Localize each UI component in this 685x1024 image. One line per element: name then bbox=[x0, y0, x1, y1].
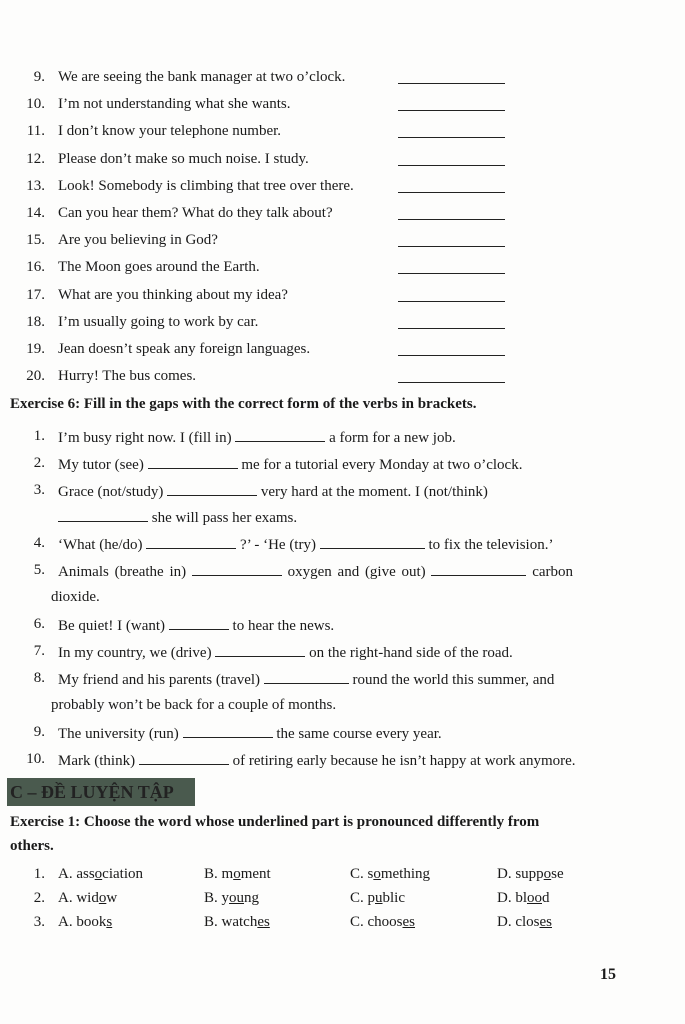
item-text: I’m usually going to work by car. bbox=[58, 313, 259, 330]
exercise-1-heading-cont: others. bbox=[10, 838, 54, 854]
item-text bbox=[58, 750, 576, 770]
item-text bbox=[58, 642, 513, 662]
answer-blank[interactable] bbox=[398, 95, 505, 111]
answer-gap[interactable] bbox=[183, 723, 273, 738]
question-number: 1. bbox=[33, 866, 45, 882]
item-number: 11. bbox=[26, 123, 45, 140]
item-text-part: In my country, we (drive) bbox=[58, 645, 212, 661]
option-text: B. watch bbox=[204, 914, 258, 930]
item-number: 9. bbox=[33, 724, 45, 740]
item-text-part: me for a tutorial every Monday at two o’clock. bbox=[241, 457, 523, 473]
item-text-part: The university (run) bbox=[58, 726, 179, 742]
item-text-part: ?’ - ‘He (try) bbox=[240, 537, 316, 553]
option-text: B. y bbox=[204, 890, 230, 906]
answer-option[interactable] bbox=[204, 913, 270, 931]
item-number: 17. bbox=[26, 286, 45, 303]
item-text-part: My tutor (see) bbox=[58, 457, 144, 473]
list-item bbox=[0, 313, 685, 333]
list-item-continuation bbox=[58, 507, 297, 527]
option-text: C. s bbox=[350, 866, 374, 882]
item-text: Look! Somebody is climbing that tree over there. bbox=[58, 177, 354, 194]
item-number: 10. bbox=[26, 96, 45, 113]
underlined-part: es bbox=[257, 914, 270, 930]
item-number: 9. bbox=[33, 69, 45, 85]
item-text bbox=[58, 534, 553, 554]
list-item bbox=[0, 481, 685, 501]
answer-gap[interactable] bbox=[215, 642, 305, 657]
option-text: D. bl bbox=[497, 890, 527, 906]
option-text: C. p bbox=[350, 890, 376, 906]
question-row bbox=[0, 913, 685, 933]
underlined-part: es bbox=[539, 914, 552, 930]
item-text-part: to fix the television.’ bbox=[428, 537, 554, 553]
option-text: se bbox=[551, 866, 564, 882]
answer-option[interactable] bbox=[204, 889, 259, 907]
item-number: 13. bbox=[26, 177, 45, 194]
list-item bbox=[0, 204, 685, 224]
underlined-part: u bbox=[375, 890, 383, 906]
item-number: 10. bbox=[26, 751, 45, 767]
list-item bbox=[0, 150, 685, 170]
item-text: I don’t know your telephone number. bbox=[58, 123, 282, 140]
item-number: 20. bbox=[26, 368, 45, 385]
item-text-part: round the world this summer, and bbox=[352, 672, 555, 688]
answer-blank[interactable] bbox=[398, 313, 505, 329]
item-text: Are you believing in God? bbox=[58, 232, 218, 249]
answer-gap[interactable] bbox=[235, 427, 325, 442]
option-text: A. ass bbox=[58, 866, 95, 882]
list-item bbox=[0, 534, 685, 554]
option-text: ciation bbox=[102, 866, 143, 882]
answer-blank[interactable] bbox=[398, 177, 505, 193]
underlined-part: ou bbox=[229, 890, 245, 906]
option-text: mething bbox=[380, 866, 431, 882]
exercise-1-heading: Exercise 1: Choose the word whose underlined part is pronounced differently from bbox=[10, 814, 540, 830]
answer-gap[interactable] bbox=[139, 750, 229, 765]
item-text-part: very hard at the moment. I (not/think) bbox=[260, 484, 488, 500]
item-number: 14. bbox=[26, 205, 45, 221]
option-text: B. m bbox=[204, 866, 234, 882]
item-text-part: carbon bbox=[532, 564, 573, 580]
item-text-part: Mark (think) bbox=[58, 753, 136, 769]
item-text: The Moon goes around the Earth. bbox=[58, 259, 260, 276]
question-number: 2. bbox=[33, 890, 45, 906]
answer-gap[interactable] bbox=[146, 534, 236, 549]
question-row bbox=[0, 865, 685, 885]
underlined-part: o bbox=[233, 866, 241, 882]
list-item bbox=[0, 177, 685, 197]
option-text: C. choos bbox=[350, 914, 403, 930]
list-item bbox=[0, 750, 685, 770]
underlined-part: s bbox=[106, 914, 113, 930]
item-number: 2. bbox=[33, 455, 45, 471]
item-text-part: ‘What (he/do) bbox=[58, 537, 143, 553]
exercise-6-heading: Exercise 6: Fill in the gaps with the correct form of the verbs in brackets. bbox=[10, 396, 477, 412]
list-item bbox=[0, 642, 685, 662]
answer-blank[interactable] bbox=[398, 204, 505, 220]
item-text-part: a form for a new job. bbox=[329, 430, 456, 446]
item-number: 16. bbox=[26, 259, 45, 276]
answer-gap[interactable] bbox=[320, 534, 425, 549]
item-text-part: Grace (not/study) bbox=[58, 484, 164, 500]
list-item bbox=[0, 427, 685, 447]
option-text: w bbox=[106, 890, 118, 906]
answer-blank[interactable] bbox=[398, 286, 505, 302]
item-number: 18. bbox=[26, 313, 45, 330]
underlined-part: o bbox=[543, 866, 552, 882]
answer-gap[interactable] bbox=[169, 615, 229, 630]
item-number: 5. bbox=[33, 562, 45, 578]
list-item bbox=[0, 454, 685, 474]
item-number: 6. bbox=[33, 616, 45, 632]
item-number: 8. bbox=[33, 670, 45, 686]
item-text-part: she will pass her exams. bbox=[151, 510, 298, 526]
list-item-continuation: dioxide. bbox=[51, 589, 100, 605]
option-text: blic bbox=[382, 890, 406, 906]
answer-gap[interactable] bbox=[148, 454, 238, 469]
option-text: D. supp bbox=[497, 866, 544, 882]
item-text-part: Be quiet! I (want) bbox=[58, 618, 166, 634]
list-item bbox=[0, 615, 685, 635]
item-text: What are you thinking about my idea? bbox=[58, 286, 288, 303]
item-text bbox=[58, 561, 573, 581]
list-item bbox=[0, 669, 685, 689]
answer-option[interactable] bbox=[497, 889, 550, 907]
item-number: 19. bbox=[26, 341, 45, 357]
answer-option[interactable] bbox=[58, 913, 112, 931]
underlined-part: es bbox=[402, 914, 415, 930]
list-item bbox=[0, 723, 685, 743]
item-text-part: to hear the news. bbox=[232, 618, 335, 634]
item-text-part: the same course every year. bbox=[276, 726, 442, 742]
item-text: I’m not understanding what she wants. bbox=[58, 96, 291, 113]
item-number: 12. bbox=[26, 150, 45, 167]
list-item bbox=[0, 95, 685, 115]
answer-blank[interactable] bbox=[398, 68, 505, 84]
item-text-part: My friend and his parents (travel) bbox=[58, 672, 261, 688]
answer-option[interactable] bbox=[350, 865, 430, 883]
answer-blank[interactable] bbox=[398, 231, 505, 247]
item-text-part: on the right-hand side of the road. bbox=[309, 645, 513, 661]
item-number: 1. bbox=[33, 428, 45, 444]
list-item bbox=[0, 367, 685, 387]
answer-gap[interactable] bbox=[58, 507, 148, 522]
answer-blank[interactable] bbox=[398, 150, 505, 166]
item-number: 7. bbox=[33, 643, 45, 659]
item-text bbox=[58, 615, 334, 635]
answer-blank[interactable] bbox=[398, 258, 505, 274]
answer-option[interactable] bbox=[497, 913, 552, 931]
item-text-part: oxygen and (give out) bbox=[287, 564, 426, 580]
list-item bbox=[0, 231, 685, 251]
list-item bbox=[0, 258, 685, 278]
page-number: 15 bbox=[600, 966, 616, 983]
answer-option[interactable] bbox=[58, 865, 143, 883]
answer-blank[interactable] bbox=[398, 367, 505, 383]
item-text: We are seeing the bank manager at two o’clock. bbox=[58, 69, 346, 85]
item-text: Hurry! The bus comes. bbox=[58, 368, 197, 385]
answer-blank[interactable] bbox=[398, 340, 505, 356]
list-item-continuation: probably won’t be back for a couple of months. bbox=[51, 697, 337, 713]
answer-gap[interactable] bbox=[192, 561, 282, 576]
option-text: D. clos bbox=[497, 914, 540, 930]
option-text: A. book bbox=[58, 914, 107, 930]
item-number: 4. bbox=[33, 535, 45, 551]
item-number: 3. bbox=[33, 482, 45, 498]
answer-blank[interactable] bbox=[398, 122, 505, 138]
underlined-part: o bbox=[94, 866, 103, 882]
item-text-part: Animals (breathe in) bbox=[58, 564, 187, 580]
item-text bbox=[58, 454, 522, 474]
item-text: Can you hear them? What do they talk about? bbox=[58, 205, 333, 221]
option-text: d bbox=[542, 890, 550, 906]
underlined-part: oo bbox=[527, 890, 542, 906]
answer-option[interactable] bbox=[58, 889, 117, 907]
question-number: 3. bbox=[33, 914, 45, 930]
underlined-part: o bbox=[98, 890, 107, 906]
option-text: ng bbox=[244, 890, 260, 906]
section-title: C – ĐỀ LUYỆN TẬP bbox=[7, 778, 195, 806]
answer-option[interactable] bbox=[350, 889, 405, 907]
item-text: Jean doesn’t speak any foreign languages. bbox=[58, 341, 311, 357]
list-item bbox=[0, 68, 685, 88]
underlined-part: o bbox=[373, 866, 381, 882]
item-text-part: I’m busy right now. I (fill in) bbox=[58, 430, 232, 446]
answer-option[interactable] bbox=[204, 865, 271, 883]
item-text: Please don’t make so much noise. I study. bbox=[58, 150, 309, 167]
list-item bbox=[0, 286, 685, 306]
question-row bbox=[0, 889, 685, 909]
list-item bbox=[0, 561, 685, 581]
answer-option[interactable] bbox=[497, 865, 564, 883]
option-text: A. wid bbox=[58, 890, 99, 906]
answer-gap[interactable] bbox=[264, 669, 349, 684]
list-item bbox=[0, 122, 685, 142]
answer-gap[interactable] bbox=[431, 561, 526, 576]
item-text-part: of retiring early because he isn’t happy at work anymore. bbox=[232, 753, 576, 769]
item-text bbox=[58, 427, 456, 447]
item-number: 15. bbox=[26, 232, 45, 249]
list-item bbox=[0, 340, 685, 360]
item-text bbox=[58, 723, 442, 743]
answer-option[interactable] bbox=[350, 913, 415, 931]
item-text bbox=[58, 481, 488, 501]
option-text: ment bbox=[240, 866, 271, 882]
answer-gap[interactable] bbox=[167, 481, 257, 496]
item-text bbox=[58, 669, 554, 689]
